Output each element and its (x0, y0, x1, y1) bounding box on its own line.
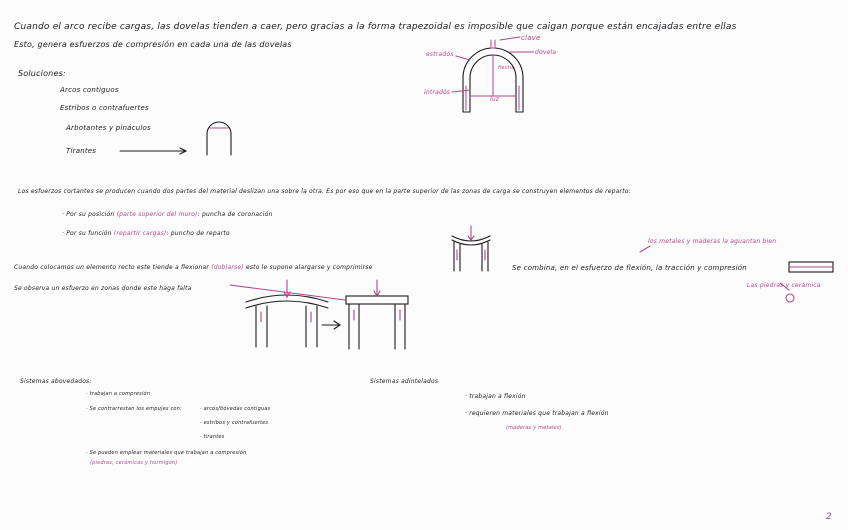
empujes-opt: · arcos/bóvedas contiguas (200, 406, 271, 412)
label-clave: clave (521, 34, 541, 42)
adintelados-item: · requieren materiales que trabajan a flexión (465, 410, 609, 417)
label-intrados: intradós (424, 89, 451, 96)
cortante-item-2: · Por su función (repartir cargas): puncho de reparto (62, 230, 230, 237)
soluciones-title: Soluciones: (18, 69, 66, 78)
flexion-line-2: Se observa un esfuerzo en zonas donde este haga falta (14, 285, 192, 292)
solucion-item: Tirantes (66, 147, 97, 155)
abovedados-item: · Se pueden emplear materiales que trabajan a compresión (86, 450, 247, 456)
solucion-item: Arbotantes y pináculos (66, 124, 151, 132)
label-luz: luz (490, 96, 500, 103)
flexion-pink-top: los metales y maderas la aguantan bien (648, 238, 777, 245)
bent-lintel (246, 280, 328, 347)
page-number: 2 (826, 512, 832, 522)
empujes-opt: · estribos y contrafuertes (200, 420, 269, 426)
abovedados-pink: (piedras, cerámicas y hormigón) (90, 460, 178, 466)
sistemas-adintelados-title: Sistemas adintelados (370, 378, 439, 385)
abovedados-item: · Se contrarrestan los empujes con: (86, 406, 182, 412)
flexion-pink-bottom: Las piedras y cerámica (747, 282, 821, 289)
arch-drawing (452, 37, 534, 112)
label-dovela: dovela (535, 49, 557, 56)
adintelados-item: · trabajan a flexión (465, 393, 526, 400)
adintelados-pink: (maderas y metales) (506, 425, 562, 431)
flexion-combina: Se combina, en el esfuerzo de flexión, la tracción y compresión (512, 264, 747, 272)
flexion-beam (452, 226, 490, 271)
solucion-item: Arcos contiguos (60, 86, 119, 94)
cortantes-line: Los esfuerzos cortantes se producen cuando dos partes del material deslizan una sobre la otra. Es por eso que en la parte superior de las zonas de carga se construyen elementos de reparto: (18, 188, 631, 195)
intro-line-1: Cuando el arco recibe cargas, las dovelas tienden a caer, pero gracias a la forma trapezoidal es imposible que caigan porque están encajadas entre ellas (14, 22, 737, 32)
intro-line-2: Esto, genera esfuerzos de compresión en cada una de las dovelas (14, 40, 292, 49)
label-flecha: flecha (498, 65, 515, 71)
abovedados-item: · trabajan a compresión (86, 391, 151, 397)
flexion-line-1: Cuando colocamos un elemento recto este tiende a flexionar (doblarse) esto le supone alargarse y comprimirse (14, 264, 373, 271)
empujes-opt: · tirantes (200, 434, 225, 440)
label-estrados: estradós (426, 51, 454, 58)
cortante-item-1: · Por su posición (parte superior del muro): puncha de coronación (62, 211, 273, 218)
straight-lintel (230, 280, 408, 349)
solucion-item: Estribos o contrafuertes (60, 104, 149, 112)
sistemas-abovedados-title: Sistemas abovedados: (20, 378, 92, 385)
